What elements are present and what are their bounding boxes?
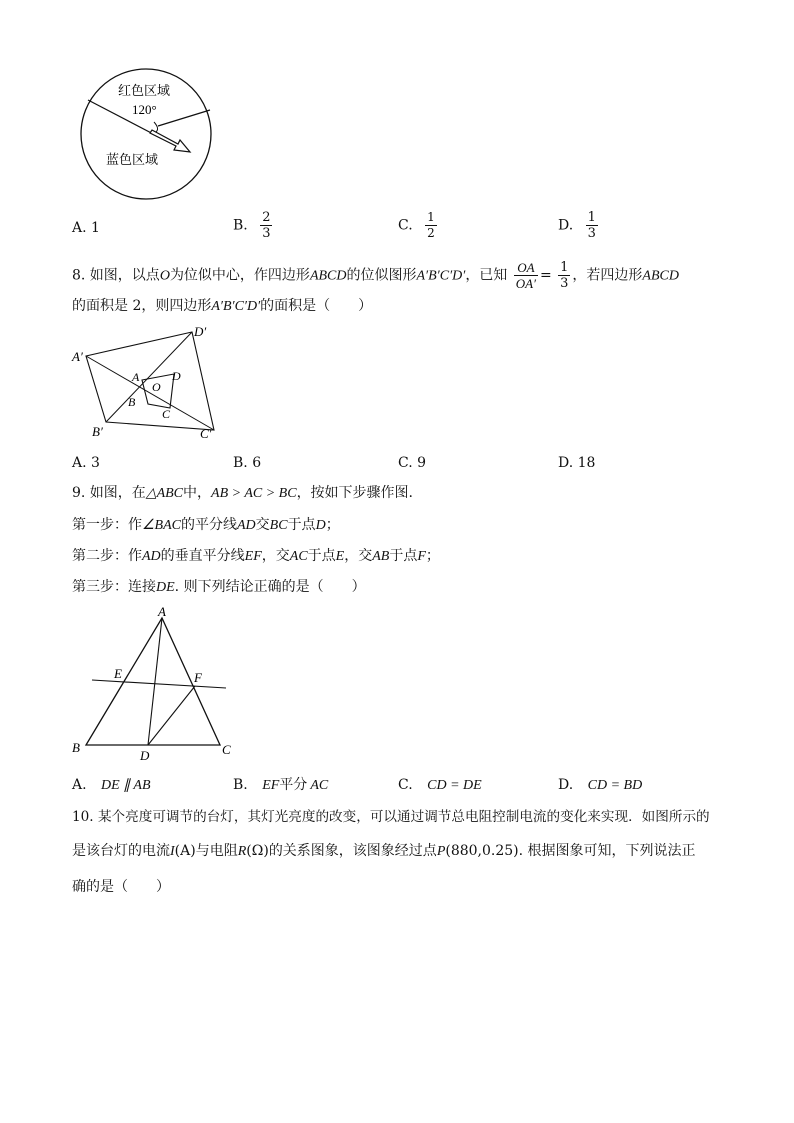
homothety-diagram: [68, 322, 228, 444]
math-triangle: △ABC: [145, 486, 184, 501]
q8-line2: [72, 297, 372, 316]
text: 于点: [307, 548, 336, 564]
label-c: C: [222, 742, 231, 757]
math: AC: [310, 778, 329, 793]
option-label: B.: [233, 217, 248, 234]
denominator: 2: [427, 226, 435, 240]
denominator: 3: [587, 226, 596, 241]
label-b: B: [128, 395, 136, 409]
q10-line3: 确的是（ ）: [72, 879, 170, 895]
q8-line1: [72, 260, 679, 291]
math-abcd-prime: A′B′C′D′: [211, 299, 261, 314]
math: D: [315, 518, 326, 533]
label-c: C: [162, 407, 171, 421]
label-a: A: [132, 370, 140, 384]
point-coords: (880,0.25): [445, 843, 519, 859]
math: AB: [372, 549, 390, 564]
text: ，交: [261, 548, 290, 564]
text: 第一步：作: [72, 517, 142, 533]
unit: (A): [174, 843, 196, 859]
label-d: D: [140, 748, 150, 763]
text: 的面积是（ ）: [260, 298, 373, 314]
red-region-label: 红色区域: [118, 83, 171, 98]
option-label: B.: [233, 777, 248, 793]
option-label: D.: [558, 217, 574, 234]
math-abcd-prime: A′B′C′D′: [416, 268, 466, 284]
math-o: O: [159, 268, 170, 284]
math-angle: ∠BAC: [142, 518, 181, 533]
text: 平分: [279, 777, 308, 793]
text: 的平分线: [181, 517, 237, 533]
text: 中，: [183, 485, 212, 501]
text: 的位似图形: [346, 267, 417, 284]
q7-option-d[interactable]: [558, 210, 598, 241]
angle-label: 120°: [132, 102, 157, 117]
label-a: A: [158, 604, 166, 619]
fraction: [425, 210, 437, 241]
q8-option-a[interactable]: A. 3: [72, 455, 100, 471]
q7-option-b[interactable]: [233, 210, 272, 241]
label-d-prime: D′: [194, 324, 207, 339]
blue-region-label: 蓝色区域: [106, 152, 159, 167]
q8-option-c[interactable]: C. 9: [398, 455, 427, 471]
math: BC: [269, 518, 288, 533]
triangle-diagram: [68, 604, 238, 766]
math: E: [335, 549, 345, 564]
arrow-pointer-icon: [150, 130, 190, 152]
text: 为位似中心，作四边形: [169, 267, 310, 284]
label-f: F: [194, 670, 202, 685]
math: EF: [244, 549, 262, 564]
text: 的垂直平分线: [160, 548, 245, 564]
text: ，已知: [465, 267, 508, 284]
math: F: [417, 549, 426, 564]
text: 第二步：作: [72, 548, 142, 564]
numerator: 1: [427, 210, 435, 224]
q7-option-a[interactable]: A. 1: [72, 220, 100, 236]
numerator: 1: [560, 260, 569, 275]
q9-step3: [72, 578, 366, 597]
text: ，按如下步骤作图.: [296, 485, 414, 501]
text: 交: [255, 517, 270, 533]
label-b-prime: B′: [92, 424, 103, 439]
text: . 根据图象可知，下列说法正: [518, 843, 696, 859]
numerator: 2: [262, 210, 271, 225]
q7-option-c[interactable]: [398, 210, 437, 241]
divider-line-2: [158, 110, 210, 126]
math: AC: [289, 549, 308, 564]
denominator: OA′: [515, 276, 536, 291]
q9-option-d[interactable]: [558, 776, 642, 795]
text: 8. 如图，以点: [72, 267, 160, 284]
spinner-diagram: [70, 64, 220, 204]
equals: =: [539, 267, 552, 284]
math: R: [237, 844, 247, 859]
q9-option-a[interactable]: [72, 776, 151, 795]
q9-option-c[interactable]: [398, 776, 482, 795]
q9-step2: [72, 547, 440, 566]
text: ，交: [344, 548, 373, 564]
option-text: CD = DE: [427, 778, 482, 793]
text: 的关系图象，该图象经过点: [268, 843, 437, 859]
segment-df: [148, 686, 195, 745]
denominator: 3: [560, 276, 569, 291]
label-a-prime: A′: [72, 349, 83, 364]
quad-a-prime: [86, 332, 214, 430]
text: 是该台灯的电流: [72, 843, 170, 859]
label-o: O: [152, 380, 161, 394]
option-text: CD = BD: [587, 778, 643, 793]
option-label: D.: [558, 777, 574, 793]
q10-line1: 10. 某个亮度可调节的台灯，其灯光亮度的改变，可以通过调节总电阻控制电流的变化来实现．如图所示的: [72, 809, 710, 825]
math: EF: [262, 778, 280, 793]
text: 与电阻: [195, 843, 238, 859]
fraction: [260, 210, 272, 241]
q10-line2: [72, 842, 696, 861]
perp-bisector-ef: [92, 680, 226, 688]
math: I: [170, 844, 175, 859]
option-label: C.: [398, 217, 413, 234]
fraction: [586, 210, 598, 241]
numerator: OA: [514, 260, 538, 276]
math: AD: [237, 518, 256, 533]
math-abcd: ABCD: [642, 268, 679, 284]
label-d: D: [172, 369, 181, 383]
q9-line1: [72, 484, 413, 503]
text: ；: [325, 517, 340, 533]
math: AD: [142, 549, 161, 564]
option-label: A.: [72, 777, 87, 793]
ratio-value: [558, 260, 570, 291]
q8-option-d[interactable]: D. 18: [558, 455, 596, 471]
q9-option-b[interactable]: [233, 776, 328, 795]
math-abcd: ABCD: [309, 268, 347, 284]
q9-step1: [72, 516, 340, 535]
text: 于点: [389, 548, 418, 564]
text: . 则下列结论正确的是（ ）: [174, 579, 366, 595]
text: 9. 如图，在: [72, 485, 146, 501]
math-inequality: AB > AC > BC: [211, 486, 297, 501]
text: 于点: [287, 517, 316, 533]
text: 第三步：连接: [72, 579, 156, 595]
option-text: DE ∥ AB: [101, 778, 151, 793]
label-b: B: [72, 740, 80, 755]
denominator: 3: [262, 226, 271, 241]
label-c-prime: C′: [200, 426, 212, 441]
label-e: E: [114, 666, 122, 681]
option-label: C.: [398, 777, 413, 793]
math: P: [436, 844, 446, 859]
math: DE: [156, 580, 175, 595]
text: 的面积是 2，则四边形: [72, 298, 212, 314]
text: ；: [425, 548, 440, 564]
numerator: 1: [587, 210, 596, 225]
unit: (Ω): [246, 843, 269, 859]
q8-option-b[interactable]: B. 6: [233, 455, 262, 471]
text: ，若四边形: [572, 267, 643, 284]
ratio-fraction: [514, 260, 538, 291]
